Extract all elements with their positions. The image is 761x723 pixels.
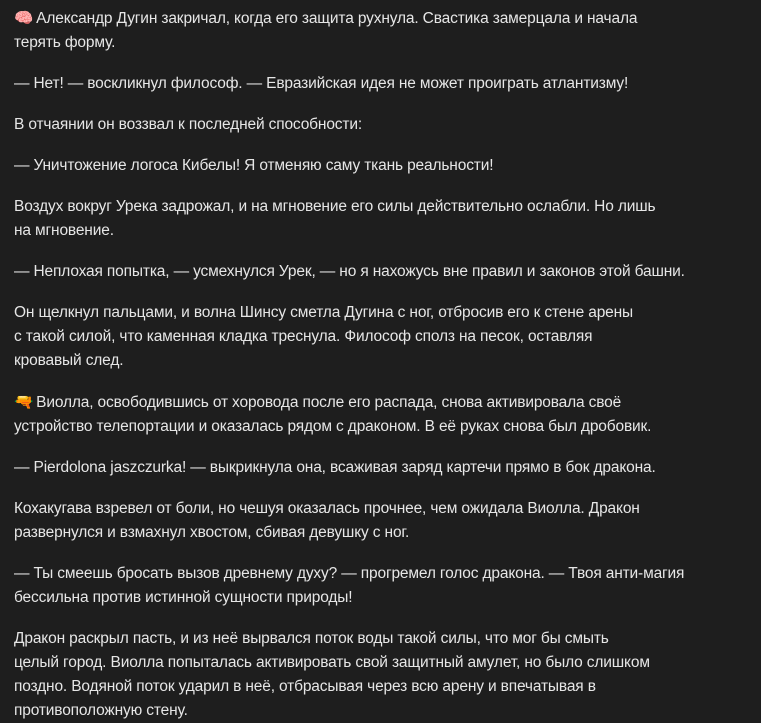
paragraph-12	[14, 627, 747, 723]
paragraph-6-line-1: — Неплохая попытка, — усмехнулся Урек, — но я нахожусь вне правил и законов этой башни.	[14, 263, 685, 280]
paragraph-8	[14, 390, 747, 439]
paragraph-7-line-2: с такой силой, что каменная кладка треснула. Философ сполз на песок, оставляя	[14, 328, 593, 345]
paragraph-4-line-1: — Уничтожение логоса Кибелы! Я отменяю саму ткань реальности!	[14, 157, 494, 174]
paragraph-1	[14, 6, 747, 55]
paragraph-3-line-1: В отчаянии он воззвал к последней способности:	[14, 116, 363, 133]
paragraph-7-line-1: Он щелкнул пальцами, и волна Шинсу сметла Дугина с ног, отбросив его к стене арены	[14, 304, 634, 321]
paragraph-8-line-1: Виолла, освободившись от хоровода после его распада, снова активировала своё	[36, 394, 622, 411]
paragraph-10-line-1: Кохакугава взревел от боли, но чешуя оказалась прочнее, чем ожидала Виолла. Дракон	[14, 500, 640, 517]
paragraph-9-line-1: — Pierdolona jaszczurka! — выкрикнула она, всаживая заряд картечи прямо в бок дракона.	[14, 459, 656, 476]
paragraph-10	[14, 497, 747, 545]
paragraph-11-line-2: бессильна против истинной сущности природы!	[14, 589, 353, 606]
paragraph-2	[14, 72, 747, 96]
paragraph-11	[14, 562, 747, 610]
brain-icon: 🧠	[14, 9, 34, 27]
paragraph-12-line-3: поздно. Водяной поток ударил в неё, отбрасывая через всю арену и впечатывая в	[14, 678, 596, 695]
paragraph-9	[14, 456, 747, 480]
pistol-icon: 🔫	[14, 393, 34, 411]
paragraph-5	[14, 195, 747, 243]
paragraph-12-line-4: противоположную стену.	[14, 702, 188, 719]
paragraph-1-line-2: терять форму.	[14, 34, 116, 51]
paragraph-11-line-1: — Ты смеешь бросать вызов древнему духу? — прогремел голос дракона. — Твоя анти-магия	[14, 565, 685, 582]
paragraph-6	[14, 260, 747, 284]
paragraph-7	[14, 301, 747, 373]
paragraph-1-line-1: Александр Дугин закричал, когда его защита рухнула. Свастика замерцала и начала	[36, 10, 638, 27]
paragraph-5-line-1: Воздух вокруг Урека задрожал, и на мгновение его силы действительно ослабли. Но лишь	[14, 198, 656, 215]
paragraph-4	[14, 154, 747, 178]
paragraph-12-line-1: Дракон раскрыл пасть, и из неё вырвался поток воды такой силы, что мог бы смыть	[14, 630, 609, 647]
paragraph-10-line-2: развернулся и взмахнул хвостом, сбивая девушку с ног.	[14, 524, 410, 541]
paragraph-7-line-3: кровавый след.	[14, 352, 124, 369]
paragraph-8-line-2: устройство телепортации и оказалась рядом с драконом. В её руках снова был дробовик.	[14, 418, 652, 435]
paragraph-12-line-2: целый город. Виолла попыталась активировать свой защитный амулет, но было слишком	[14, 654, 650, 671]
paragraph-3	[14, 113, 747, 137]
paragraph-2-line-1: — Нет! — воскликнул философ. — Евразийская идея не может проиграть атлантизму!	[14, 75, 629, 92]
paragraph-5-line-2: на мгновение.	[14, 222, 114, 239]
